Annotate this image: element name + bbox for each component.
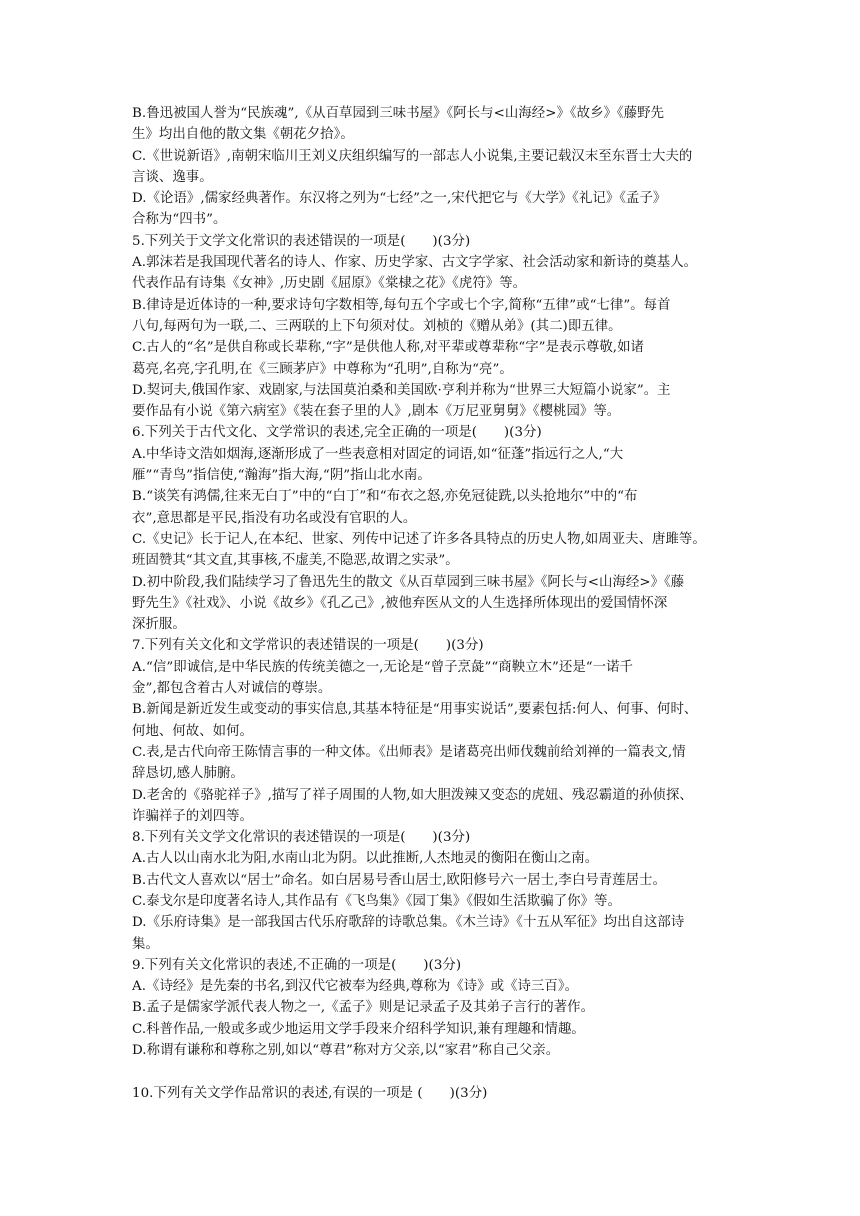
text-line: B.孟子是儒家学派代表人物之一,《孟子》则是记录孟子及其弟子言行的著作。 (132, 1000, 595, 1016)
text-line: D.《乐府诗集》是一部我国古代乐府歌辞的诗歌总集。《木兰诗》《十五从军征》均出自这部诗 (132, 915, 685, 931)
text-line: A.《诗经》是先秦的书名,到汉代它被奉为经典,尊称为《诗》或《诗三百》。 (132, 979, 579, 995)
text-line: 金”,都包含着古人对诚信的尊崇。 (132, 681, 332, 697)
text-line: B.“谈笑有鸿儒,往来无白丁”中的“白丁”和“布衣之怒,亦免冠徒跣,以头抢地尔”中的“布 (132, 489, 638, 505)
question-6-stem: 6.下列关于古代文化、文学常识的表述,完全正确的一项是( )(3分) (132, 425, 542, 441)
question-9-stem: 9.下列有关文化常识的表述,不正确的一项是( )(3分) (132, 957, 462, 973)
text-line: 野先生》《社戏》、小说《故乡》《孔乙己》,被他弃医从文的人生选择所体现出的爱国情怀深 (132, 595, 668, 611)
text-line: C.科普作品,一般或多或少地运用文学手段来介绍科学知识,兼有理趣和情趣。 (132, 1021, 585, 1037)
text-line: D.老舍的《骆驼祥子》,描写了祥子周围的人物,如大胆泼辣又变态的虎妞、残忍霸道的孙侦探、 (132, 787, 693, 803)
text-line: D.契诃夫,俄国作家、戏剧家,与法国莫泊桑和美国欧·亨利并称为“世界三大短篇小说家”。主 (132, 382, 671, 398)
text-line: C.泰戈尔是印度著名诗人,其作品有《飞鸟集》《园丁集》《假如生活欺骗了你》等。 (132, 893, 621, 909)
text-line: 衣”,意思都是平民,指没有功名或没有官职的人。 (132, 510, 417, 526)
text-line: 辞恳切,感人肺腑。 (132, 766, 244, 782)
text-line: 班固赞其“其文直,其事核,不虚美,不隐恶,故谓之实录”。 (132, 553, 459, 569)
text-line: B.鲁迅被国人誉为“民族魂”,《从百草园到三味书屋》《阿长与<山海经>》《故乡》《藤野先 (132, 106, 665, 121)
text-line: B.古代文人喜欢以“居士”命名。如白居易号香山居士,欧阳修号六一居士,李白号青莲居士。 (132, 872, 666, 888)
text-line: C.《世说新语》,南朝宋临川王刘义庆组织编写的一部志人小说集,主要记载汉末至东晋士大夫的 (132, 148, 693, 164)
text-line: B.律诗是近体诗的一种,要求诗句字数相等,每句五个字或七个字,简称“五律”或“七律”。每首 (132, 297, 671, 313)
text-line: D.初中阶段,我们陆续学习了鲁迅先生的散文《从百草园到三味书屋》《阿长与<山海经>》《藤 (132, 574, 685, 590)
document-body (132, 103, 732, 1104)
text-line: 雁”“青鸟”指信使,“瀚海”指大海,“阴”指山北水南。 (132, 468, 431, 484)
text-line: 诈骗祥子的刘四等。 (132, 808, 253, 824)
text-line: A.古人以山南水北为阳,水南山北为阴。以此推断,人杰地灵的衡阳在衡山之南。 (132, 851, 599, 867)
text-line: 代表作品有诗集《女神》,历史剧《屈原》《棠棣之花》《虎符》等。 (132, 276, 527, 292)
text-line: 要作品有小说《第六病室》《装在套子里的人》,剧本《万尼亚舅舅》《樱桃园》等。 (132, 404, 621, 420)
text-line: C.表,是古代向帝王陈情言事的一种文体。《出师表》是诸葛亮出师伐魏前给刘禅的一篇表文,情 (132, 744, 686, 760)
text-line: A.“信”即诚信,是中华民族的传统美德之一,无论是“曾子烹彘”“商鞅立木”还是“一诺千 (132, 659, 634, 675)
question-7-stem: 7.下列有关文化和文学常识的表述错误的一项是( )(3分) (132, 638, 484, 654)
text-line: 葛亮,名亮,字孔明,在《三顾茅庐》中尊称为“孔明”,自称为“亮”。 (132, 361, 513, 377)
question-8-stem: 8.下列有关文学文化常识的表述错误的一项是( )(3分) (132, 830, 471, 846)
text-line: 八句,每两句为一联,二、三两联的上下句须对仗。刘桢的《赠从弟》(其二)即五律。 (132, 318, 622, 334)
question-5-stem: 5.下列关于文学文化常识的表述错误的一项是( )(3分) (132, 233, 471, 249)
text-line: D.称谓有谦称和尊称之别,如以“尊君”称对方父亲,以“家君”称自己父亲。 (132, 1043, 560, 1059)
text-line: A.中华诗文浩如烟海,逐渐形成了一些表意相对固定的词语,如“征蓬”指远行之人,“大 (132, 446, 624, 462)
blank-line (132, 1061, 732, 1082)
text-line: 合称为“四书”。 (132, 212, 227, 228)
text-line: C.《史记》长于记人,在本纪、世家、列传中记述了许多各具特点的历史人物,如周亚夫、唐雎等。 (132, 531, 706, 547)
text-line: 何地、何故、如何。 (132, 723, 253, 739)
question-10-stem: 10.下列有关文学作品常识的表述,有误的一项是 ( )(3分) (132, 1085, 488, 1101)
text-line: 生》均出自他的散文集《朝花夕拾》。 (132, 127, 354, 143)
text-line: C.古人的“名”是供自称或长辈称,“字”是供他人称,对平辈或尊辈称“字”是表示尊敬,如诸 (132, 340, 644, 356)
text-line: A.郭沫若是我国现代著名的诗人、作家、历史学家、古文字学家、社会活动家和新诗的奠基人。 (132, 255, 698, 271)
text-line: D.《论语》,儒家经典著作。东汉将之列为“七经”之一,宋代把它与《大学》《礼记》《孟子》 (132, 191, 667, 207)
text-line: B.新闻是新近发生或变动的事实信息,其基本特征是“用事实说话”,要素包括:何人、何事、何时、 (132, 702, 698, 718)
text-line: 言谈、逸事。 (132, 169, 213, 185)
text-line: 集。 (132, 936, 159, 952)
text-line: 深折服。 (132, 617, 186, 633)
